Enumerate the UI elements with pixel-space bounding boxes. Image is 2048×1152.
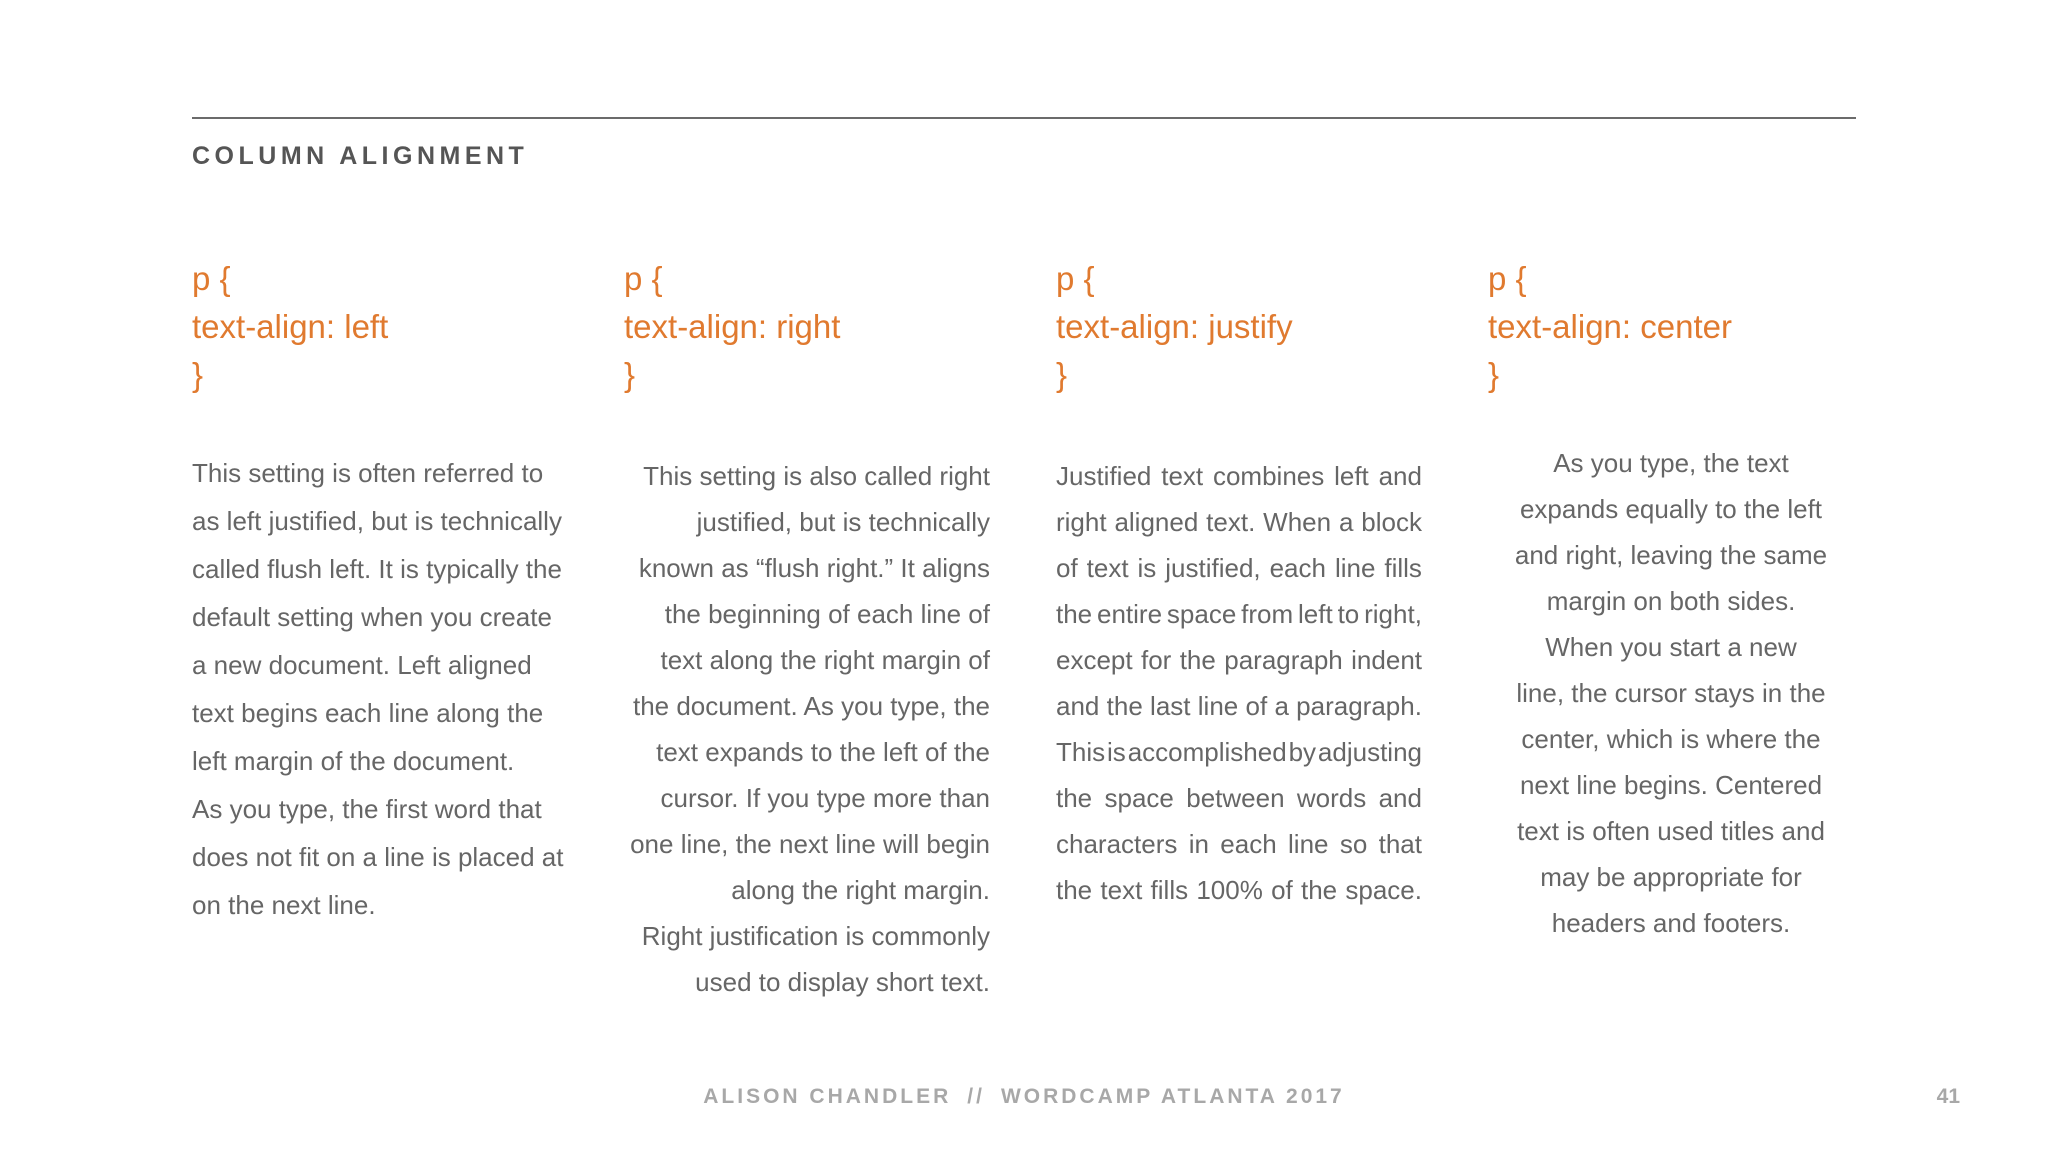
text-line: the beginning of each line of — [664, 599, 990, 629]
text-line: used to display short text. — [695, 967, 990, 997]
text-line: text expands to the left of the — [656, 737, 990, 767]
text-line: left margin of the document. — [192, 746, 515, 776]
text-line: the entire space from left to right, — [1056, 599, 1422, 629]
text-line: right aligned text. When a block — [1056, 507, 1422, 537]
description-paragraph — [1488, 440, 1854, 946]
code-line: p { — [1488, 260, 1527, 297]
text-line: may be appropriate for — [1540, 862, 1802, 892]
description-paragraph — [192, 449, 564, 929]
column-right-align — [624, 255, 990, 1005]
text-line: text along the right margin of — [660, 645, 990, 675]
text-line: one line, the next line will begin — [630, 829, 990, 859]
text-line: center, which is where the — [1521, 724, 1821, 754]
text-line: text begins each line along the — [192, 698, 544, 728]
description-paragraph — [1056, 453, 1422, 913]
text-line: called flush left. It is typically the — [192, 554, 562, 584]
code-snippet — [192, 255, 558, 399]
code-line: } — [624, 356, 636, 393]
code-line: } — [1488, 356, 1500, 393]
text-line: As you type, the first word that — [192, 794, 542, 824]
text-line: expands equally to the left — [1519, 494, 1823, 524]
text-line: along the right margin. — [731, 875, 990, 905]
code-line: text-align: right — [624, 308, 841, 345]
footer — [0, 1085, 2048, 1109]
text-line: This setting is also called right — [643, 461, 990, 491]
code-line: text-align: left — [192, 308, 389, 345]
text-line: of text is justified, each line fills — [1056, 553, 1422, 583]
footer-author: ALISON CHANDLER — [703, 1085, 952, 1108]
footer-event: WORDCAMP ATLANTA 2017 — [1000, 1085, 1345, 1108]
text-line: As you type, the text — [1553, 448, 1789, 478]
text-line: a new document. Left aligned — [192, 650, 532, 680]
text-line: except for the paragraph indent — [1056, 645, 1422, 675]
top-rule — [192, 117, 1856, 119]
text-line: This setting is often referred to — [192, 458, 544, 488]
text-line: characters in each line so that — [1056, 829, 1422, 859]
text-line: on the next line. — [192, 890, 376, 920]
code-line: text-align: center — [1488, 308, 1732, 345]
text-line: cursor. If you type more than — [660, 783, 990, 813]
text-line: line, the cursor stays in the — [1516, 678, 1826, 708]
text-line: default setting when you create — [192, 602, 552, 632]
text-line: This is accomplished by adjusting — [1056, 737, 1422, 767]
text-line: the space between words and — [1056, 783, 1422, 813]
description-paragraph — [624, 453, 990, 1005]
text-line: does not fit on a line is placed at — [192, 842, 564, 872]
code-snippet — [1488, 255, 1854, 399]
text-line: the document. As you type, the — [632, 691, 990, 721]
text-line: Right justification is commonly — [641, 921, 990, 951]
column-justify-align — [1056, 255, 1422, 913]
code-line: text-align: justify — [1056, 308, 1293, 345]
code-snippet — [624, 255, 990, 399]
column-center-align — [1488, 255, 1854, 946]
text-line: text is often used titles and — [1517, 816, 1825, 846]
code-line: } — [192, 356, 204, 393]
page-number: 41 — [1936, 1085, 1960, 1108]
code-line: p { — [1056, 260, 1095, 297]
code-line: p { — [192, 260, 231, 297]
code-snippet — [1056, 255, 1422, 399]
text-line: and right, leaving the same — [1514, 540, 1828, 570]
text-line: Justified text combines left and — [1056, 461, 1422, 491]
code-line: } — [1056, 356, 1068, 393]
text-line: and the last line of a paragraph. — [1056, 691, 1422, 721]
section-title: COLUMN ALIGNMENT — [192, 142, 529, 170]
text-line: When you start a new — [1545, 632, 1797, 662]
footer-separator: // — [967, 1085, 985, 1108]
text-line: as left justified, but is technically — [192, 506, 562, 536]
text-line: justified, but is technically — [696, 507, 990, 537]
column-left-align — [192, 255, 564, 929]
code-line: p { — [624, 260, 663, 297]
text-line: headers and footers. — [1551, 908, 1791, 938]
text-line: margin on both sides. — [1546, 586, 1796, 616]
text-line: next line begins. Centered — [1519, 770, 1823, 800]
text-line: known as “flush right.” It aligns — [638, 553, 990, 583]
text-line: the text fills 100% of the space. — [1056, 875, 1422, 905]
